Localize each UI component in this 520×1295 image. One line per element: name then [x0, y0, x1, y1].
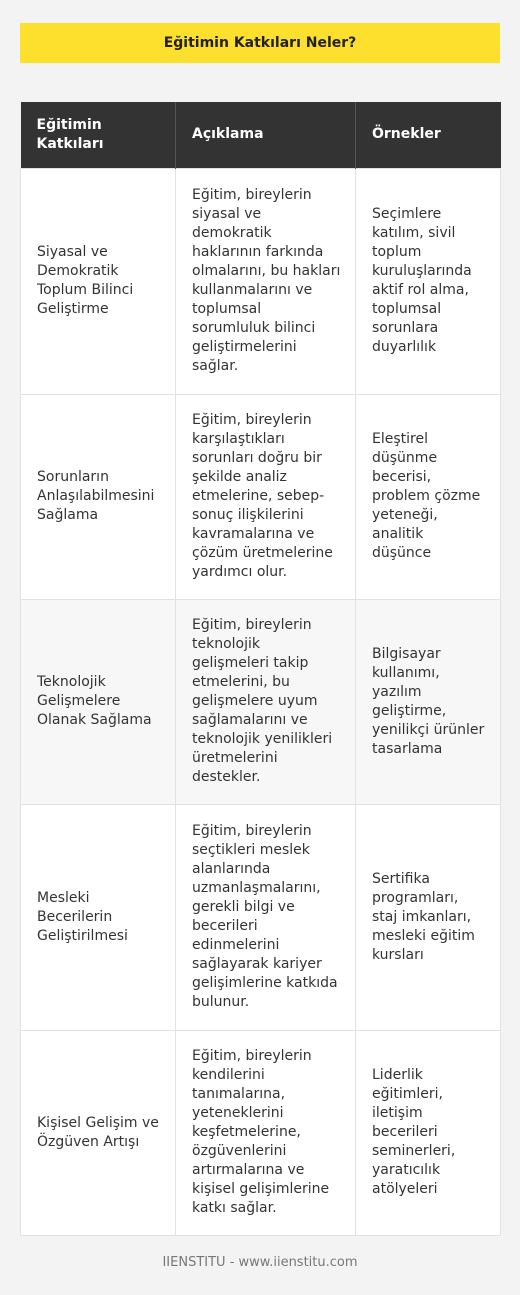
examples-cell: Sertifika programları, staj imkanları, mesleki eğitim kursları: [356, 804, 501, 1030]
description-cell: Eğitim, bireylerin karşılaştıkları sorunları doğru bir şekilde analiz etmelerine, sebep-sonuç ilişkilerini kavramalarına ve çözüm üretmelerine yardımcı olur.: [176, 394, 356, 599]
table-row: [21, 599, 501, 804]
table-header-row: [21, 102, 501, 168]
examples-cell: Bilgisayar kullanımı, yazılım geliştirme, yenilikçi ürünler tasarlama: [356, 599, 501, 804]
description-cell: Eğitim, bireylerin seçtikleri meslek alanlarında uzmanlaşmalarını, gerekli bilgi ve becerileri edinmelerini sağlayarak kariyer gelişimlerine katkıda bulunur.: [176, 804, 356, 1030]
column-header-examples: Örnekler: [356, 102, 501, 168]
table-row: [21, 394, 501, 599]
table-row: [21, 168, 501, 394]
examples-cell: Eleştirel düşünme becerisi, problem çözme yeteneği, analitik düşünce: [356, 394, 501, 599]
examples-cell: Seçimlere katılım, sivil toplum kuruluşlarında aktif rol alma, toplumsal sorunlara duyarlılık: [356, 168, 501, 394]
description-cell: Eğitim, bireylerin siyasal ve demokratik haklarının farkında olmalarını, bu hakları kullanmalarını ve toplumsal sorumluluk bilinci geliştirmelerini sağlar.: [176, 168, 356, 394]
contribution-cell: Mesleki Becerilerin Geliştirilmesi: [21, 804, 176, 1030]
contribution-cell: Sorunların Anlaşılabilmesini Sağlama: [21, 394, 176, 599]
contribution-cell: Siyasal ve Demokratik Toplum Bilinci Geliştirme: [21, 168, 176, 394]
contributions-table: [20, 102, 501, 1236]
column-header-contribution: Eğitimin Katkıları: [21, 102, 176, 168]
title-banner: [20, 23, 500, 63]
examples-cell: Liderlik eğitimleri, iletişim becerileri seminerleri, yaratıcılık atölyeleri: [356, 1030, 501, 1235]
table-row: [21, 1030, 501, 1235]
description-cell: Eğitim, bireylerin kendilerini tanımalarına, yeteneklerini keşfetmelerine, özgüvenlerini artırmalarına ve kişisel gelişimlerine katkı sağlar.: [176, 1030, 356, 1235]
column-header-description: Açıklama: [176, 102, 356, 168]
footer-credit: IIENSTITU - www.iienstitu.com: [162, 1255, 358, 1270]
contribution-cell: Teknolojik Gelişmelere Olanak Sağlama: [21, 599, 176, 804]
contribution-cell: Kişisel Gelişim ve Özgüven Artışı: [21, 1030, 176, 1235]
description-cell: Eğitim, bireylerin teknolojik gelişmeleri takip etmelerini, bu gelişmelere uyum sağlamalarını ve teknolojik yenilikleri üretmelerini destekler.: [176, 599, 356, 804]
table-row: [21, 804, 501, 1030]
page-title: Eğitimin Katkıları Neler?: [163, 35, 357, 51]
